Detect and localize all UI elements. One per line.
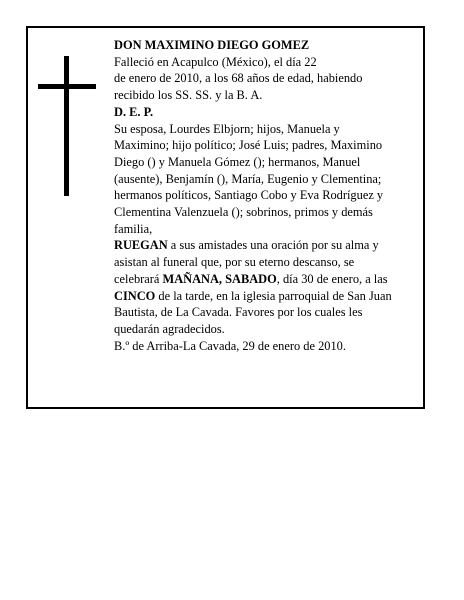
cross-icon-vertical-bar bbox=[64, 56, 69, 196]
family-line: Diego () y Manuela Gómez (); hermanos, Manuel bbox=[114, 154, 361, 169]
funeral-line-3 bbox=[114, 271, 420, 288]
funeral-line-1 bbox=[114, 237, 420, 254]
funeral-line-4-post: de la tarde, en la iglesia parroquial de San Juan bbox=[155, 288, 392, 303]
funeral-line-3-post: , día 30 de enero, a las bbox=[276, 271, 388, 286]
family-line: Clementina Valenzuela (); sobrinos, primos y demás bbox=[114, 205, 373, 220]
deceased-name: DON MAXIMINO DIEGO GOMEZ bbox=[114, 38, 310, 52]
funeral-hour: CINCO bbox=[114, 288, 156, 303]
ruegan-rest: a sus amistades una oración por su alma y bbox=[167, 238, 379, 253]
funeral-line-4 bbox=[114, 288, 420, 305]
ruegan-word: RUEGAN bbox=[114, 238, 168, 253]
place-date: B.º de Arriba-La Cavada, 29 de enero de 2010. bbox=[114, 338, 346, 353]
funeral-line-6: quedarán agradecidos. bbox=[114, 321, 225, 336]
family-line: hermanos políticos, Santiago Cobo y Eva Rodríguez y bbox=[114, 188, 384, 203]
funeral-line-3-pre: celebrará bbox=[114, 271, 163, 286]
funeral-line-5: Bautista, de La Cavada. Favores por los cuales les bbox=[114, 305, 363, 320]
family-line: (ausente), Benjamín (), María, Eugenio y Clementina; bbox=[114, 171, 382, 186]
funeral-line-2: asistan al funeral que, por su eterno descanso, se bbox=[114, 255, 355, 270]
family-line: Maximino; hijo político; José Luis; padres, Maximino bbox=[114, 138, 383, 153]
obituary-text bbox=[114, 37, 420, 354]
dep-label: D. E. P. bbox=[114, 104, 154, 119]
family-line: Su esposa, Lourdes Elbjorn; hijos, Manuela y bbox=[114, 121, 340, 136]
death-line-1: Falleció en Acapulco (México), el día 22 bbox=[114, 54, 317, 69]
funeral-day: MAÑANA, SABADO bbox=[162, 271, 277, 286]
death-line-2: de enero de 2010, a los 68 años de edad, habiendo bbox=[114, 71, 363, 86]
cross-icon-horizontal-bar bbox=[38, 84, 96, 89]
family-line: familia, bbox=[114, 221, 153, 236]
death-line-3: recibido los SS. SS. y la B. A. bbox=[114, 88, 263, 103]
